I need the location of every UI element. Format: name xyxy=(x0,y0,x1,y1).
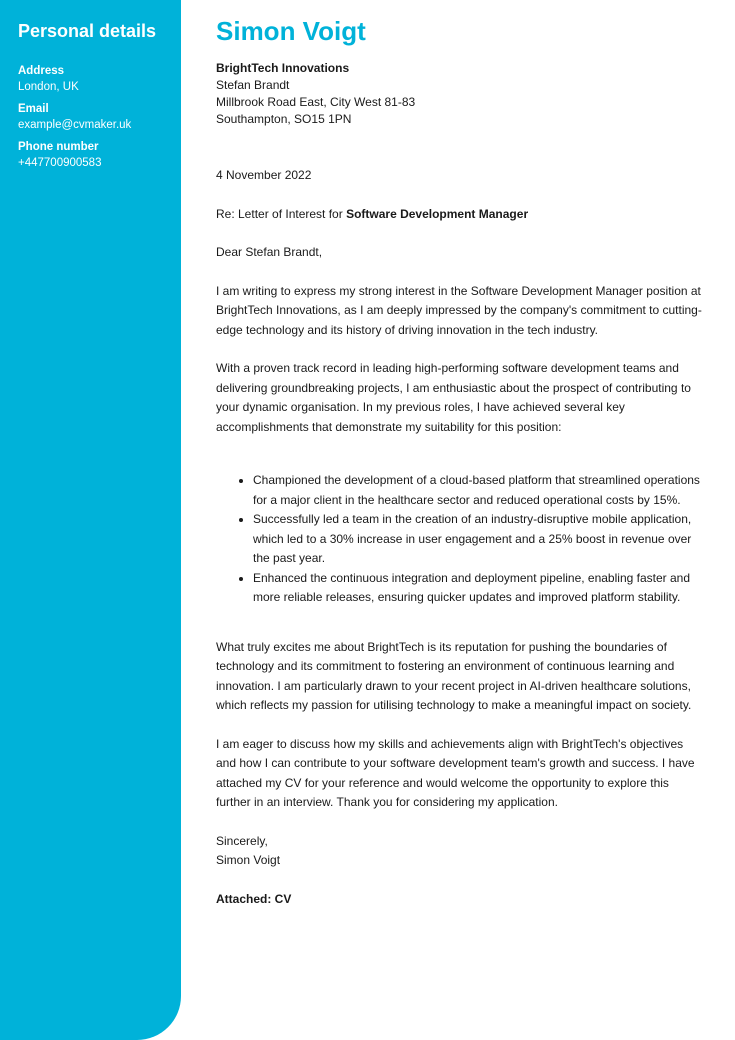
recipient-block xyxy=(216,60,706,128)
personal-details-sidebar xyxy=(0,0,181,1040)
letter-date: 4 November 2022 xyxy=(216,168,312,182)
paragraph-2: With a proven track record in leading high-performing software development teams and delivering groundbreaking projects, I am enthusiastic about the prospect of contributing to your dynamic organisation. In my previous roles, I have achieved several key accomplishments that demonstrate my suitability for this position: xyxy=(216,361,691,434)
recipient-company: BrightTech Innovations xyxy=(216,61,350,75)
greeting: Dear Stefan Brandt, xyxy=(216,245,323,259)
sidebar-title: Personal details xyxy=(18,21,157,41)
recipient-name: Stefan Brandt xyxy=(216,78,290,92)
paragraph-3: What truly excites me about BrightTech is its reputation for pushing the boundaries of technology and its commitment to fostering an environment of continuous learning and innovation. I am particularly drawn to your recent project in AI-driven healthcare solutions, which reflects my passion for utilising technology to make a meaningful impact on society. xyxy=(216,639,692,712)
letter-body xyxy=(216,14,706,909)
closing-block xyxy=(216,832,706,871)
sign-off: Sincerely, xyxy=(216,833,268,848)
list-item: • Successfully led a team in the creation of an industry-disruptive mobile application, which led to a 30% increase in user engagement and a 25% boost in revenue over the past year. xyxy=(253,510,706,569)
subject-prefix: Re: Letter of Interest for xyxy=(216,206,347,221)
list-item: • Enhanced the continuous integration and deployment pipeline, enabling faster and more reliable releases, ensuring quicker updates and improved platform stability. xyxy=(253,569,706,608)
address-label: Address xyxy=(18,65,65,77)
list-item: • Championed the development of a cloud-based platform that streamlined operations for a major client in the healthcare sector and reduced operational costs by 15%. xyxy=(253,471,706,510)
recipient-street: Millbrook Road East, City West 81-83 xyxy=(216,95,416,109)
phone-value[interactable]: +447700900583 xyxy=(18,157,102,169)
email-value[interactable]: example@cvmaker.uk xyxy=(18,119,132,131)
achievements-list xyxy=(216,471,706,608)
paragraph-1: I am writing to express my strong interest in the Software Development Manager position at BrightTech Innovations, as I am deeply impressed by the company's commitment to cutting-edge technology and its history of driving innovation in the tech industry. xyxy=(216,283,702,337)
paragraph-4: I am eager to discuss how my skills and achievements align with BrightTech's objectives and how I can contribute to your software development team's growth and success. I have attached my CV for your reference and would welcome the opportunity to explore this further in an interview. Thank you for considering my application. xyxy=(216,736,695,809)
email-label: Email xyxy=(18,103,49,115)
subject-line xyxy=(216,205,706,225)
signature-name: Simon Voigt xyxy=(216,853,281,867)
sender-name: Simon Voigt xyxy=(216,16,366,46)
address-value: London, UK xyxy=(18,81,79,93)
phone-label: Phone number xyxy=(18,141,99,153)
recipient-city: Southampton, SO15 1PN xyxy=(216,112,352,126)
attachment-note: Attached: CV xyxy=(216,891,292,906)
subject-role: Software Development Manager xyxy=(346,206,529,221)
